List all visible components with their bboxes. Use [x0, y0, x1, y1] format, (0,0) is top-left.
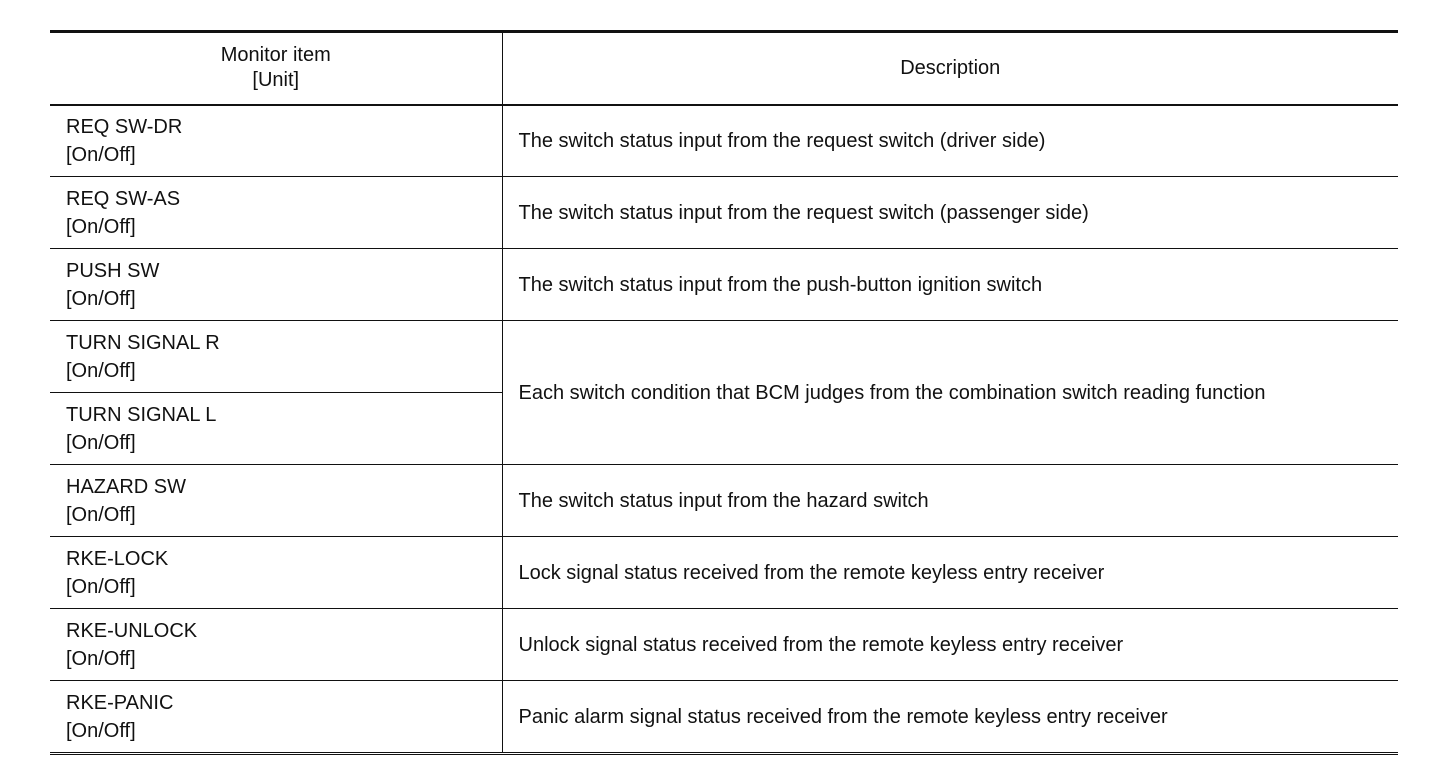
table-row: [50, 609, 1398, 681]
monitor-item-table-container: [50, 30, 1398, 753]
monitor-item-table: [50, 30, 1398, 753]
table-bottom-double-rule: [50, 754, 1398, 755]
table-row: [50, 465, 1398, 537]
table-header-row: [50, 32, 1398, 105]
monitor-item-cell: [50, 249, 502, 321]
monitor-item-unit: [On/Off]: [66, 719, 136, 742]
table-row: [50, 537, 1398, 609]
header-description: Description: [502, 32, 1398, 105]
monitor-item-cell: [50, 105, 502, 177]
monitor-item-name: RKE-PANIC: [66, 691, 174, 714]
description-cell: The switch status input from the request switch (driver side): [502, 105, 1398, 177]
description-cell: Lock signal status received from the remote keyless entry receiver: [502, 537, 1398, 609]
monitor-item-cell: [50, 321, 502, 393]
monitor-item-name: TURN SIGNAL L: [66, 403, 217, 426]
monitor-item-unit: [On/Off]: [66, 287, 136, 310]
monitor-item-unit: [On/Off]: [66, 359, 136, 382]
table-row: [50, 249, 1398, 321]
monitor-item-name: HAZARD SW: [66, 475, 186, 498]
monitor-item-unit: [On/Off]: [66, 143, 136, 166]
description-cell: The switch status input from the request switch (passenger side): [502, 177, 1398, 249]
monitor-item-unit: [On/Off]: [66, 215, 136, 238]
table-row: [50, 321, 1398, 393]
monitor-item-cell: [50, 681, 502, 753]
table-row: [50, 177, 1398, 249]
header-monitor-item-label: Monitor item: [220, 44, 331, 67]
monitor-item-name: TURN SIGNAL R: [66, 331, 220, 354]
monitor-item-unit: [On/Off]: [66, 647, 136, 670]
monitor-item-cell: [50, 177, 502, 249]
description-cell: Panic alarm signal status received from the remote keyless entry receiver: [502, 681, 1398, 753]
monitor-item-name: RKE-LOCK: [66, 547, 169, 570]
monitor-item-unit: [On/Off]: [66, 503, 136, 526]
monitor-item-cell: [50, 609, 502, 681]
header-unit-label: [Unit]: [252, 69, 300, 92]
monitor-item-name: RKE-UNLOCK: [66, 619, 198, 642]
monitor-item-unit: [On/Off]: [66, 431, 136, 454]
monitor-item-name: PUSH SW: [66, 259, 160, 282]
monitor-item-name: REQ SW-DR: [66, 115, 183, 138]
monitor-item-unit: [On/Off]: [66, 575, 136, 598]
monitor-item-cell: [50, 465, 502, 537]
monitor-item-name: REQ SW-AS: [66, 187, 181, 210]
description-cell-merged: Each switch condition that BCM judges from the combination switch reading function: [502, 321, 1398, 465]
header-monitor-item: [50, 32, 502, 105]
monitor-item-cell: [50, 393, 502, 465]
table-row: [50, 105, 1398, 177]
monitor-item-cell: [50, 537, 502, 609]
description-cell: Unlock signal status received from the remote keyless entry receiver: [502, 609, 1398, 681]
table-row: [50, 681, 1398, 753]
description-cell: The switch status input from the hazard switch: [502, 465, 1398, 537]
description-cell: The switch status input from the push-button ignition switch: [502, 249, 1398, 321]
